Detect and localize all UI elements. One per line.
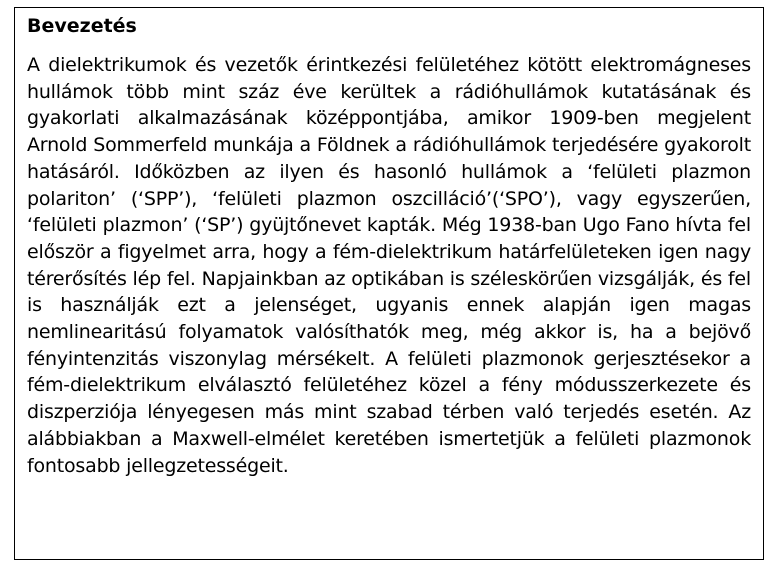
body-paragraph: A dielektrikumok és vezetők érintkezési felületéhez kötött elektromágneses hullámok több mint száz éve kerültek a rádióhullámok kutatásának és gyakorlati alkalmazásának középpontjába, amikor 1909-ben megjelent Arnold Sommerfeld munkája a Földnek a rádióhullámok terjedésére gyakorolt hatásáról. Időközben az ilyen és hasonló hullámok a ‘felületi plazmon polariton’ (‘SPP’), ‘felületi plazmon oszcilláció’(‘SPO’), vagy egyszerűen, ‘felületi plazmon’ (‘SP’) gyüjtőnevet kapták. Még 1938-ban Ugo Fano hívta fel először a figyelmet arra, hogy a fém-dielektrikum határfelületeken igen nagy térerősítés lép fel. Napjainkban az optikában is széleskörűen vizsgálják, és fel is használják ezt a jelenséget, ugyanis ennek alapján igen magas nemlinearitású folyamatok valósíthatók meg, még akkor is, ha a bejövő fényintenzitás viszonylag mérsékelt. A felületi plazmonok gerjesztésekor a fém-dielektrikum elválasztó felületéhez közel a fény módusszerkezete és diszperziója lényegesen más mint szabad térben való terjedés esetén. Az alábbiakban a Maxwell-elmélet keretében ismertetjük a felületi plazmonok fontosabb jellegzetességeit.: [27, 54, 751, 477]
section-title: Bevezetés: [27, 15, 137, 37]
document-frame: [14, 7, 764, 560]
